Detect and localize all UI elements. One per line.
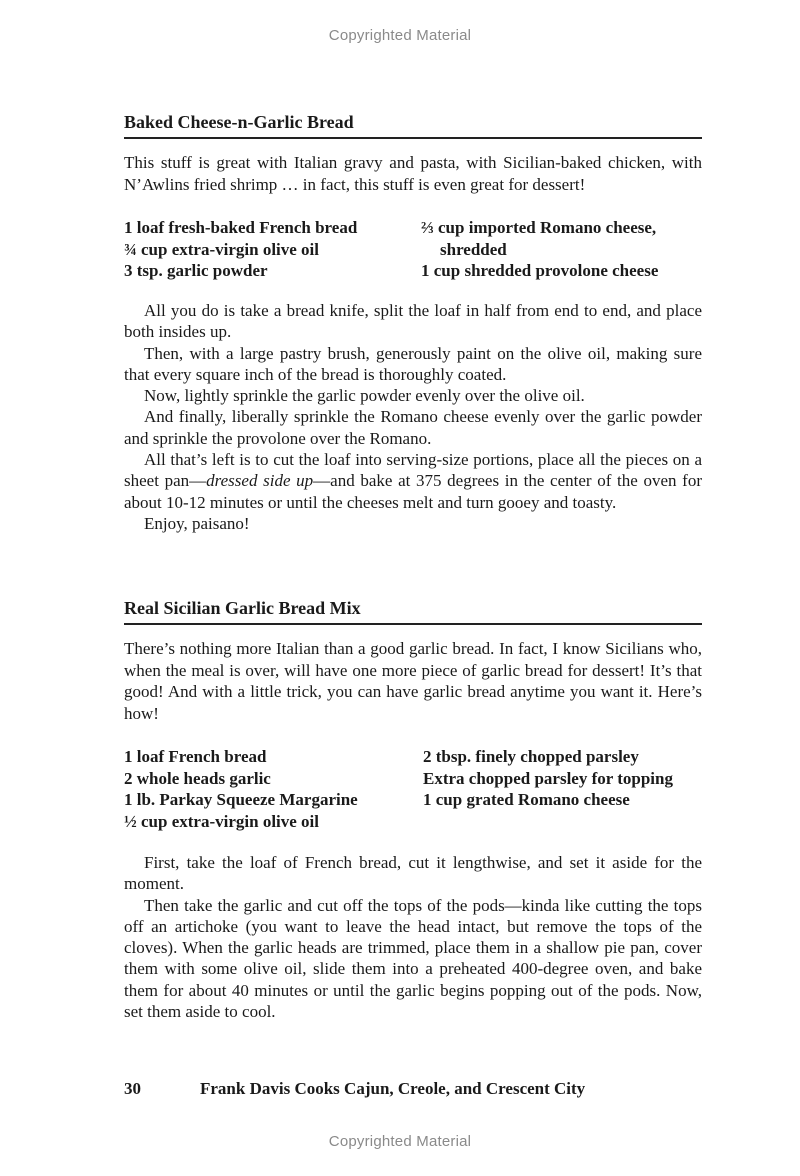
recipe-1-intro: This stuff is great with Italian gravy and pasta, with Sicilian-baked chicken, with N’Awlins fried shrimp … in fact, this stuff is even great for dessert!	[124, 153, 702, 194]
recipe-1-ingredients	[124, 217, 702, 282]
ingredient: 2 whole heads garlic	[124, 768, 271, 788]
ingredient: Extra chopped parsley for topping	[423, 768, 673, 788]
recipe-2-ingredients-right	[423, 746, 702, 832]
recipe-1-directions	[124, 300, 702, 534]
watermark-top: Copyrighted Material	[328, 27, 472, 44]
ingredient: 3 tsp. garlic powder	[124, 261, 268, 280]
ingredient: ¾ cup extra-virgin olive oil	[124, 239, 320, 259]
recipe-1-ingredients-left	[124, 217, 421, 282]
page-number: 30	[124, 1079, 141, 1098]
recipe-1-ingredients-right	[421, 217, 702, 282]
direction-paragraph	[124, 449, 702, 513]
recipe-1-heading-block	[124, 111, 702, 139]
recipe-2-intro-block	[124, 638, 702, 724]
ingredient: ⅔ cup imported Romano cheese, shredded	[421, 218, 657, 259]
direction-paragraph: Now, lightly sprinkle the garlic powder evenly over the olive oil.	[144, 386, 585, 406]
direction-paragraph: Then, with a large pastry brush, generously paint on the olive oil, making sure that every square inch of the bread is thoroughly coated.	[124, 343, 702, 384]
recipe-2-ingredients-left	[124, 746, 423, 832]
running-title: Frank Davis Cooks Cajun, Creole, and Crescent City	[200, 1079, 586, 1098]
direction-paragraph: Then take the garlic and cut off the tops of the pods—kinda like cutting the tops off an artichoke (you want to leave the head intact, but remove the tops of the cloves). When the garlic heads are trimmed, place them in a shallow pie pan, cover them with some olive oil, slide them into a preheated 400-degree oven, and bake them for about 40 minutes or until the garlic begins popping out of the pods. Now, set them aside to cool.	[124, 895, 702, 1022]
watermark-bottom: Copyrighted Material	[328, 1133, 472, 1150]
recipe-2-directions	[124, 852, 702, 1022]
direction-paragraph: First, take the loaf of French bread, cut it lengthwise, and set it aside for the moment.	[124, 853, 702, 894]
direction-text: All that’s left is to cut the loaf into serving-size portions, place all the pieces on a sheet pan—	[124, 450, 702, 491]
direction-text: —and bake at 375 degrees in the center of the oven for about 10-12 minutes or until the cheeses melt and turn gooey and toasty.	[124, 471, 702, 512]
ingredient: 2 tbsp. finely chopped parsley	[423, 747, 639, 766]
ingredient: 1 cup grated Romano cheese	[423, 790, 630, 809]
recipe-2-heading-block	[124, 597, 702, 625]
recipe-1-title: Baked Cheese-n-Garlic Bread	[124, 111, 702, 139]
direction-paragraph: All you do is take a bread knife, split the loaf in half from end to end, and place both insides up.	[124, 301, 702, 342]
recipe-2-title: Real Sicilian Garlic Bread Mix	[124, 597, 702, 625]
ingredient: 1 lb. Parkay Squeeze Margarine	[124, 790, 358, 809]
ingredient: 1 loaf fresh-baked French bread	[124, 218, 358, 237]
ingredient: 1 loaf French bread	[124, 747, 267, 766]
ingredient: ½ cup extra-virgin olive oil	[124, 811, 320, 831]
page-footer	[124, 1078, 724, 1100]
direction-emphasis: dressed side up	[206, 471, 314, 491]
direction-paragraph: And finally, liberally sprinkle the Romano cheese evenly over the garlic powder and sprinkle the provolone over the Romano.	[124, 407, 702, 448]
ingredient: 1 cup shredded provolone cheese	[421, 261, 659, 280]
recipe-2-intro: There’s nothing more Italian than a good garlic bread. In fact, I know Sicilians who, when the meal is over, will have one more piece of garlic bread for dessert! It’s that good! And with a little trick, you can have garlic bread anytime you want it. Here’s how!	[124, 639, 702, 723]
closing-line: Enjoy, paisano!	[144, 513, 250, 533]
recipe-2-ingredients	[124, 746, 702, 832]
recipe-1-intro-block	[124, 152, 702, 195]
